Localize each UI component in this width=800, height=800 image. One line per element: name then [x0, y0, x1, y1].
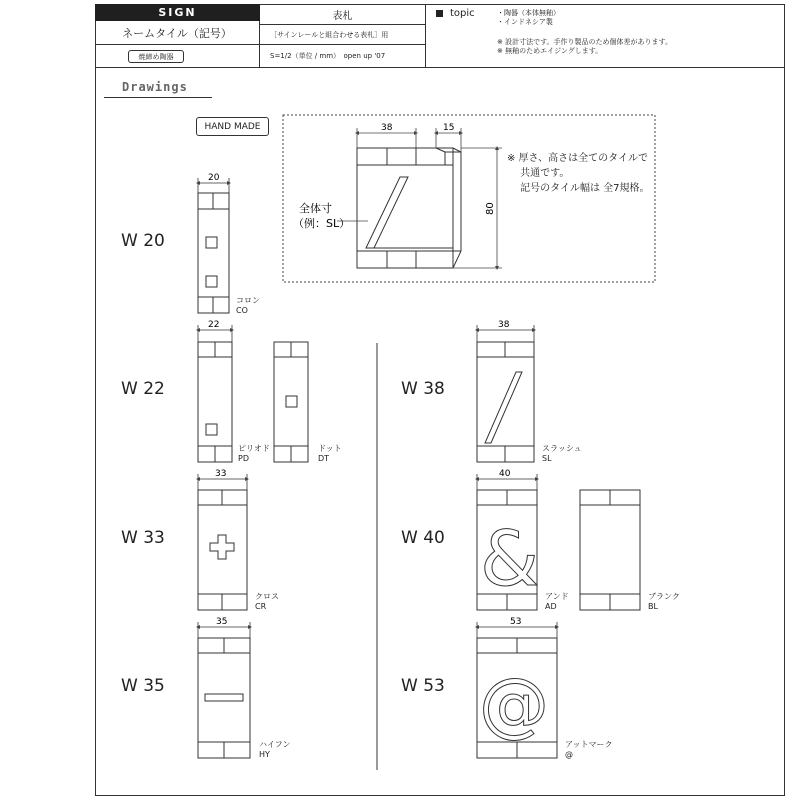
type-label: 表札 — [260, 4, 426, 25]
usage-note: ［サインレールと組合わせる表札］用 — [260, 25, 426, 45]
topic-line-1: ・陶器（本体無釉） — [497, 9, 560, 17]
tile-cr — [198, 474, 247, 610]
caption-dt-jp: ドット — [318, 444, 342, 453]
product-name: ネームタイル（記号） — [95, 21, 260, 45]
caption-cr-code: CR — [255, 602, 267, 611]
caption-bl-jp: ブランク — [648, 592, 680, 601]
detail-note-2: 共通です。 — [507, 168, 570, 179]
detail-note-3: 記号のタイル幅は 全7規格。 — [507, 183, 650, 194]
caption-co-jp: コロン — [236, 296, 260, 305]
width-label-22: W 22 — [121, 379, 165, 399]
tile-dt — [274, 342, 308, 462]
tile-sl — [477, 325, 534, 462]
caption-at-jp: アットマーク — [565, 740, 613, 749]
detail-width-dim: 38 — [381, 123, 393, 133]
tile-hy-dim: 35 — [216, 617, 228, 627]
width-label-53: W 53 — [401, 676, 445, 696]
topic-line-2: ・インドネシア製 — [497, 18, 553, 26]
topic-note-1: ※ 設計寸法です。手作り製品のため個体差があります。 — [497, 38, 672, 46]
caption-at-code: @ — [565, 750, 573, 759]
caption-sl-code: SL — [542, 454, 552, 463]
caption-cr-jp: クロス — [255, 592, 279, 601]
at-sign-glyph: @ — [479, 663, 549, 745]
caption-cr — [255, 592, 279, 612]
caption-pd-jp: ピリオド — [238, 444, 270, 453]
tile-co-dim: 20 — [208, 173, 220, 183]
detail-height-dim: 80 — [485, 202, 496, 215]
tile-pd-dim: 22 — [208, 320, 220, 330]
detail-label-2: （例：SL） — [293, 217, 351, 230]
caption-ad — [545, 592, 569, 612]
caption-ad-jp: アンド — [545, 592, 569, 601]
hand-made-badge: HAND MADE — [196, 117, 269, 136]
detail-note-1: ※ 厚さ、高さは全てのタイルで — [507, 153, 648, 164]
topic-label: topic — [450, 8, 475, 19]
caption-hy — [259, 740, 290, 760]
caption-bl — [648, 592, 680, 612]
caption-dt — [318, 444, 342, 464]
caption-co-code: CO — [236, 306, 248, 315]
caption-pd — [238, 444, 270, 464]
detail-dashed-box — [283, 115, 655, 282]
detail-tile — [357, 148, 461, 268]
tile-pd — [198, 325, 232, 462]
caption-co — [236, 296, 260, 316]
caption-at — [565, 740, 612, 760]
tile-at-dim: 53 — [510, 617, 522, 627]
caption-bl-code: BL — [648, 602, 658, 611]
caption-sl-jp: スラッシュ — [542, 444, 582, 453]
drawings-title: Drawings — [122, 80, 188, 94]
detail-slope-dim: 15 — [443, 123, 455, 133]
scale-note: S=1/2（単位 / mm） open up '07 — [260, 45, 426, 68]
width-label-20: W 20 — [121, 231, 165, 251]
caption-hy-jp: ハイフン — [259, 740, 291, 749]
topic-note-2: ※ 無釉のためエイジングします。 — [497, 47, 603, 55]
tile-ad-dim: 40 — [499, 469, 511, 479]
width-label-35: W 35 — [121, 676, 165, 696]
sign-label: SIGN — [95, 4, 260, 21]
tile-co — [198, 178, 229, 313]
tile-sl-dim: 38 — [498, 320, 510, 330]
ampersand-glyph: & — [480, 514, 540, 603]
material-badge: 焼締め陶器 — [128, 50, 184, 63]
detail-label-1: 全体寸 — [299, 202, 332, 215]
width-label-38: W 38 — [401, 379, 445, 399]
tile-hy — [198, 622, 250, 758]
caption-ad-code: AD — [545, 602, 557, 611]
tile-cr-dim: 33 — [215, 469, 227, 479]
tile-bl — [580, 490, 640, 610]
caption-hy-code: HY — [259, 750, 270, 759]
width-label-40: W 40 — [401, 528, 445, 548]
width-label-33: W 33 — [121, 528, 165, 548]
caption-pd-code: PD — [238, 454, 249, 463]
caption-dt-code: DT — [318, 454, 330, 463]
caption-sl — [542, 444, 582, 464]
